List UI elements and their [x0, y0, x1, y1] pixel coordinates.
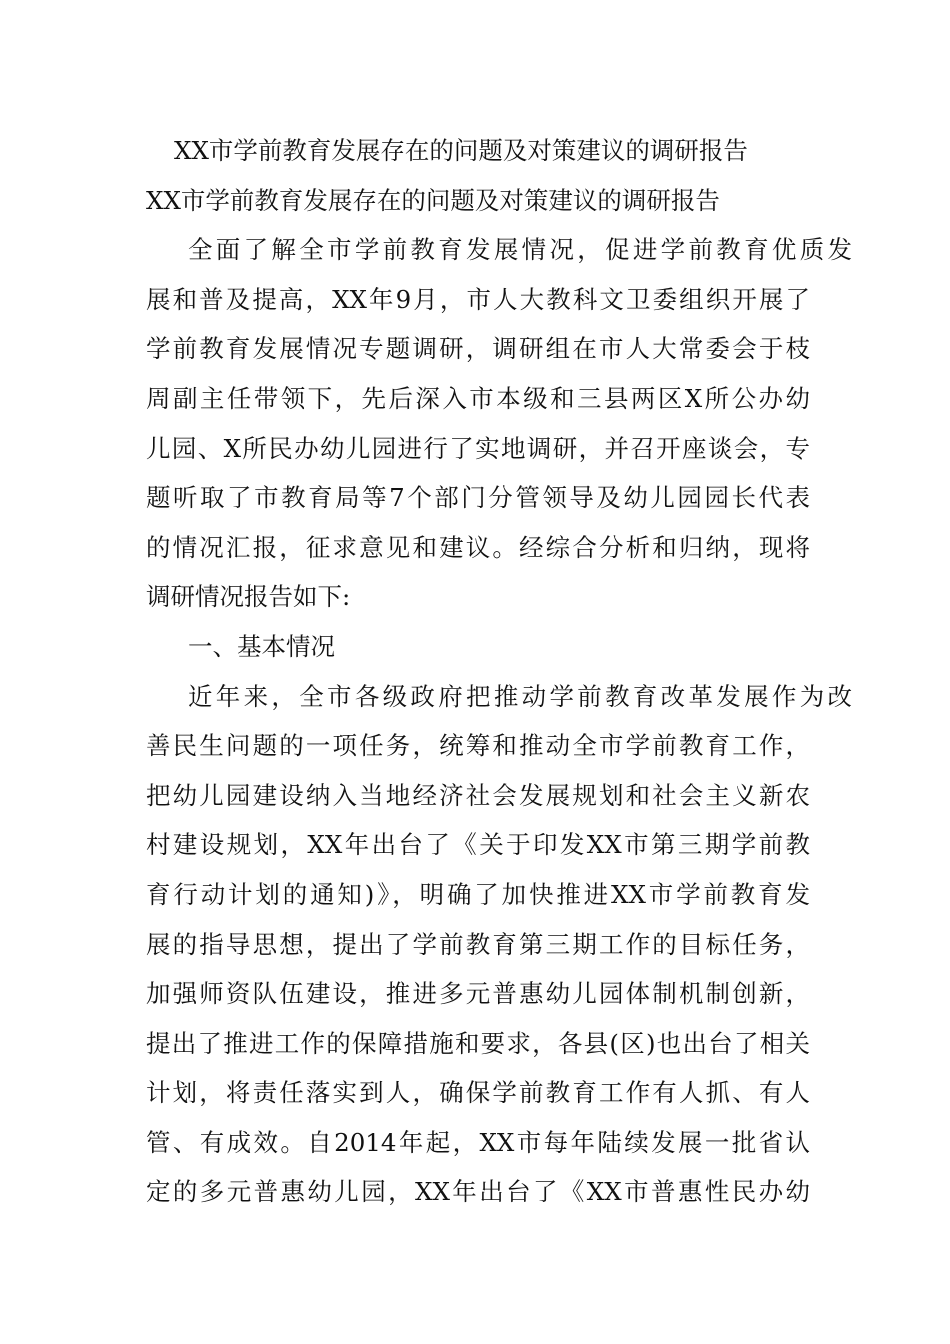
paragraph-line: 定的多元普惠幼儿园，XX年出台了《XX市普惠性民办幼 — [146, 1177, 810, 1207]
document-page — [146, 126, 852, 1217]
paragraph-line: 展的指导思想，提出了学前教育第三期工作的目标任务， — [146, 929, 810, 959]
paragraph-line: 学前教育发展情况专题调研，调研组在市人大常委会于枝 — [146, 334, 810, 364]
paragraph-line: 题听取了市教育局等7个部门分管领导及幼儿园园长代表 — [146, 483, 810, 513]
paragraph-line: 育行动计划的通知)》，明确了加快推进XX市学前教育发 — [146, 879, 810, 909]
paragraph-line: 把幼儿园建设纳入当地经济社会发展规划和社会主义新农 — [146, 780, 810, 810]
paragraph-line: 全面了解全市学前教育发展情况，促进学前教育优质发 — [188, 235, 852, 265]
paragraph-line: 周副主任带领下，先后深入市本级和三县两区X所公办幼 — [146, 383, 810, 413]
paragraph-line: 调研情况报告如下: — [146, 582, 351, 612]
paragraph-line: 村建设规划，XX年出台了《关于印发XX市第三期学前教 — [146, 830, 810, 860]
paragraph-line: 善民生问题的一项任务，统筹和推动全市学前教育工作， — [146, 731, 810, 761]
section-heading: 一、基本情况 — [188, 631, 335, 661]
paragraph-line: 加强师资队伍建设，推进多元普惠幼儿园体制机制创新， — [146, 979, 810, 1009]
paragraph-line: 近年来，全市各级政府把推动学前教育改革发展作为改 — [188, 681, 852, 711]
document-subtitle: XX市学前教育发展存在的问题及对策建议的调研报告 — [146, 185, 720, 215]
paragraph-line: 管、有成效。自2014年起，XX市每年陆续发展一批省认 — [146, 1127, 810, 1157]
paragraph-line: 计划，将责任落实到人，确保学前教育工作有人抓、有人 — [146, 1078, 810, 1108]
paragraph-line: 展和普及提高，XX年9月，市人大教科文卫委组织开展了 — [146, 284, 810, 314]
paragraph-line: 的情况汇报，征求意见和建议。经综合分析和归纳，现将 — [146, 532, 810, 562]
paragraph-line: 儿园、X所民办幼儿园进行了实地调研，并召开座谈会，专 — [146, 433, 810, 463]
paragraph-2 — [146, 672, 852, 1218]
document-title: XX市学前教育发展存在的问题及对策建议的调研报告 — [174, 136, 748, 165]
paragraph-line: 提出了推进工作的保障措施和要求，各县(区)也出台了相关 — [146, 1028, 810, 1058]
paragraph-1 — [146, 225, 852, 622]
